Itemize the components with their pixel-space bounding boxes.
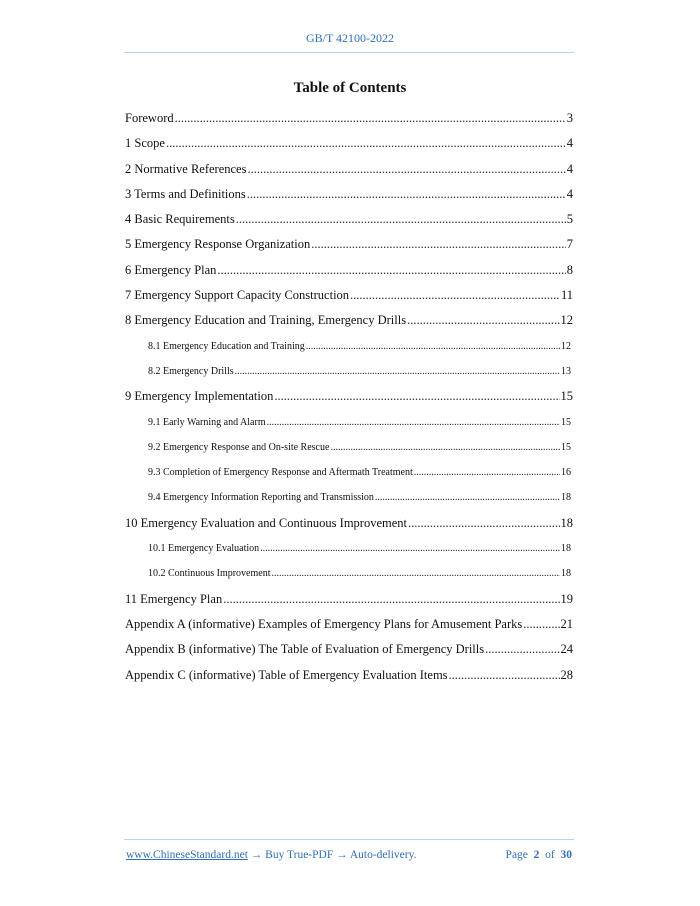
toc-subentry[interactable] [125, 334, 573, 359]
toc-entry-page: 12 [560, 313, 573, 328]
toc-entry-page: 15 [561, 416, 571, 428]
toc-subentry[interactable] [125, 359, 573, 384]
toc-leader-dots [408, 511, 559, 536]
toc-entry-label: 9.2 Emergency Response and On-site Rescue [148, 441, 330, 453]
toc-entry-label: Appendix A (informative) Examples of Emergency Plans for Amusement Parks [125, 616, 523, 631]
toc-entry-label: 9.3 Completion of Emergency Response and Aftermath Treatment [148, 467, 413, 479]
toc-leader-dots [236, 207, 566, 232]
toc-leader-dots [223, 587, 559, 612]
toc-subentry[interactable] [125, 485, 573, 510]
header-divider [124, 52, 574, 53]
toc-subentry[interactable] [125, 410, 573, 435]
toc-entry-label: 5 Emergency Response Organization [125, 237, 311, 252]
toc-entry-page: 18 [560, 515, 573, 530]
page-title: Table of Contents [293, 80, 407, 96]
toc-leader-dots [407, 308, 559, 333]
toc-entry-page: 7 [566, 237, 573, 252]
toc-entry-label: Foreword [125, 111, 174, 125]
toc-entry-page: 24 [560, 642, 573, 657]
toc-entry-page: 11 [560, 288, 573, 303]
toc-entry-label: Appendix C (informative) Table of Emergency Evaluation Items [125, 667, 448, 682]
toc-entry-page: 18 [561, 492, 571, 504]
toc-subentry[interactable] [125, 561, 573, 586]
toc-leader-dots [260, 536, 560, 561]
toc-entry[interactable] [125, 511, 573, 536]
toc-entry-page: 4 [566, 136, 573, 151]
site-link[interactable]: www.ChineseStandard.net [126, 849, 248, 861]
toc-entry-label: 9.1 Early Warning and Alarm [148, 416, 266, 428]
toc-entry[interactable] [125, 663, 573, 688]
toc-entry-page: 5 [566, 212, 573, 227]
toc-leader-dots [272, 561, 561, 586]
toc-entry-page: 28 [560, 667, 573, 682]
toc-entry[interactable] [125, 207, 573, 232]
toc-leader-dots [267, 410, 560, 435]
toc-entry-label: 4 Basic Requirements [125, 212, 235, 227]
page-current: 2 [533, 849, 540, 861]
toc-entry[interactable] [125, 258, 573, 283]
toc-leader-dots [175, 106, 566, 131]
toc-subentry[interactable] [125, 536, 573, 561]
toc-entry-label: 8 Emergency Education and Training, Emergency Drills [125, 313, 407, 328]
toc-leader-dots [247, 182, 566, 207]
toc-entry-page: 4 [566, 186, 573, 201]
toc-entry-page: 4 [566, 161, 573, 176]
toc-leader-dots [217, 258, 565, 283]
toc-subentry[interactable] [125, 435, 573, 460]
toc-entry[interactable] [125, 131, 573, 156]
toc-leader-dots [523, 612, 559, 637]
page-indicator [506, 849, 572, 861]
toc-entry-page: 13 [561, 365, 571, 377]
toc-entry[interactable] [125, 283, 573, 308]
toc-entry[interactable] [125, 637, 573, 662]
toc-leader-dots [449, 663, 560, 688]
document-header-code: GB/T 42100-2022 [305, 31, 395, 45]
toc-entry-page: 8 [566, 262, 573, 277]
toc-entry-page: 15 [561, 441, 571, 453]
toc-leader-dots [306, 334, 560, 359]
toc-entry[interactable] [125, 612, 573, 637]
toc-leader-dots [350, 283, 560, 308]
toc-entry-label: Appendix B (informative) The Table of Evaluation of Emergency Drills [125, 642, 485, 657]
toc-entry[interactable] [125, 384, 573, 409]
page-word: Page [505, 849, 528, 861]
toc-entry-label: 11 Emergency Plan [125, 591, 223, 606]
footer-promo [126, 849, 416, 861]
toc-leader-dots [375, 485, 560, 510]
toc-entry-page: 15 [560, 389, 573, 404]
toc-leader-dots [330, 435, 560, 460]
toc-entry-label: 10 Emergency Evaluation and Continuous Improvement [125, 515, 408, 530]
promo-text: → Buy True-PDF → Auto-delivery. [247, 849, 417, 861]
page-footer [126, 849, 572, 865]
toc-leader-dots [485, 637, 559, 662]
toc-entry-label: 2 Normative References [125, 161, 247, 176]
toc-entry-page: 16 [561, 467, 571, 479]
toc-entry-page: 18 [561, 543, 571, 555]
toc-entry-page: 18 [561, 568, 571, 580]
toc-leader-dots [274, 384, 559, 409]
toc-entry-label: 8.1 Emergency Education and Training [148, 340, 305, 352]
page-total: 30 [560, 849, 572, 861]
toc-entry-label: 1 Scope [125, 136, 165, 151]
page-of: of [545, 849, 555, 861]
toc-leader-dots [311, 232, 565, 257]
toc-leader-dots [247, 157, 565, 182]
footer-divider [124, 839, 574, 840]
toc-entry-label: 10.2 Continuous Improvement [148, 568, 271, 580]
toc-entry[interactable] [125, 587, 573, 612]
toc-entry-page: 12 [561, 340, 571, 352]
toc-entry-label: 7 Emergency Support Capacity Construction [125, 288, 350, 303]
toc-entry-label: 8.2 Emergency Drills [148, 365, 234, 377]
toc-entry-page: 19 [560, 591, 573, 606]
toc-entry-page: 3 [566, 111, 573, 125]
toc-entry-label: 6 Emergency Plan [125, 262, 217, 277]
toc-leader-dots [235, 359, 560, 384]
toc-subentry[interactable] [125, 460, 573, 485]
table-of-contents [125, 106, 573, 688]
toc-entry[interactable] [125, 157, 573, 182]
toc-leader-dots [166, 131, 566, 156]
toc-leader-dots [414, 460, 560, 485]
toc-entry-label: 9.4 Emergency Information Reporting and Transmission [148, 492, 374, 504]
toc-entry[interactable] [125, 182, 573, 207]
toc-entry-label: 10.1 Emergency Evaluation [148, 543, 260, 555]
toc-entry-label: 9 Emergency Implementation [125, 389, 274, 404]
toc-entry[interactable] [125, 232, 573, 257]
toc-entry[interactable] [125, 308, 573, 333]
toc-entry-page: 21 [560, 616, 573, 631]
toc-entry[interactable] [125, 106, 573, 131]
toc-entry-label: 3 Terms and Definitions [125, 186, 246, 201]
